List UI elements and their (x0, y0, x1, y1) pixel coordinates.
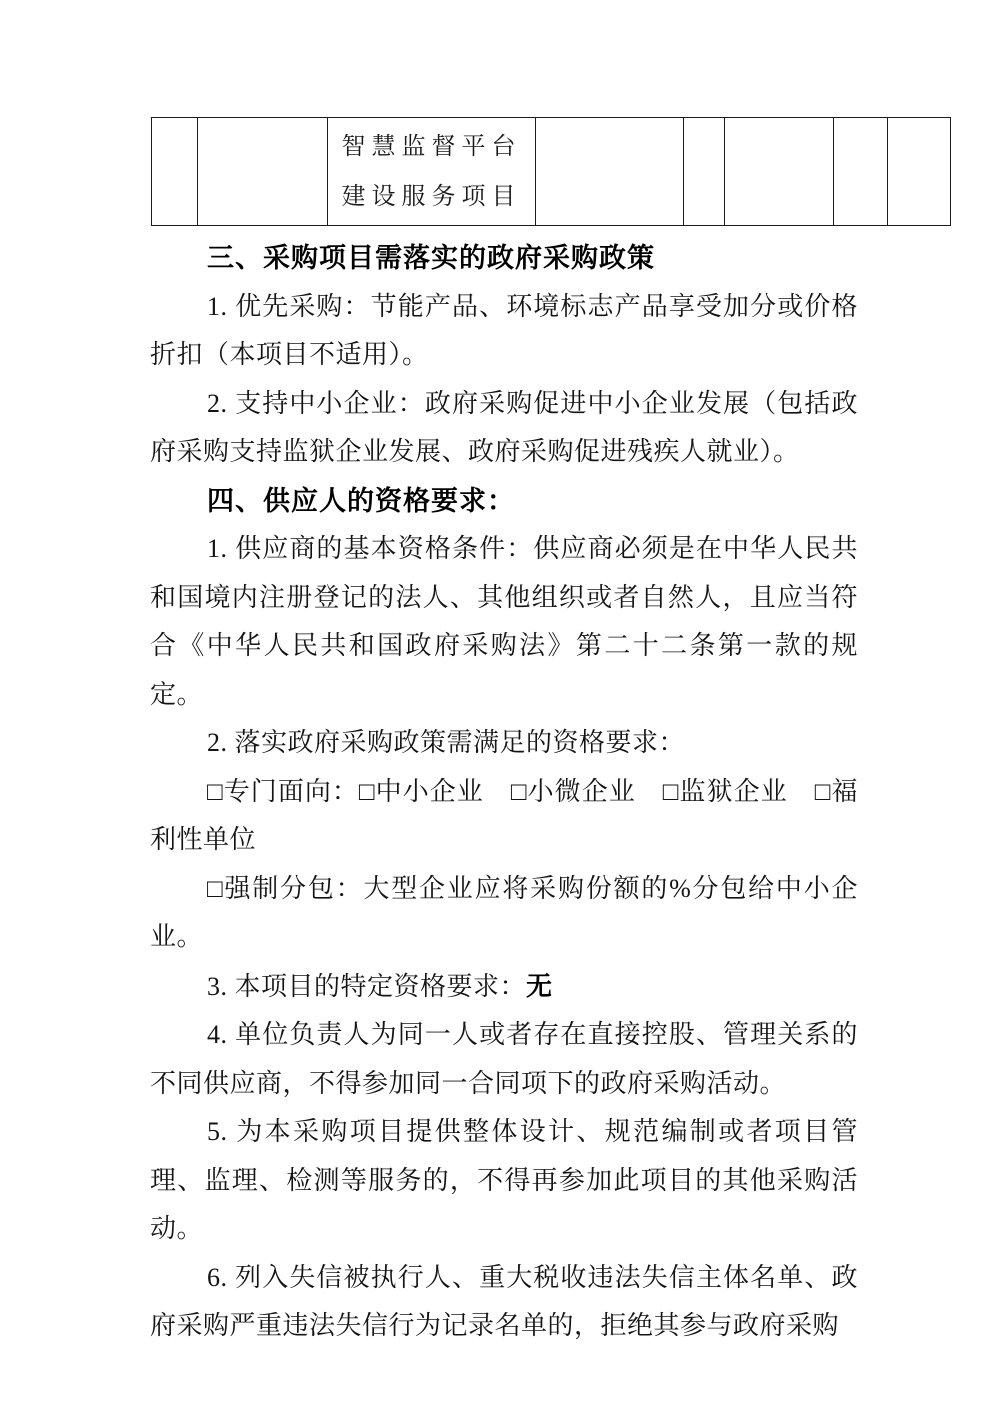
document-body (150, 234, 858, 1351)
checkbox-line-subcontract: □强制分包：大型企业应将采购份额的%分包给中小企业。 (150, 873, 858, 951)
table-row (152, 118, 951, 226)
table-cell-8 (888, 118, 951, 226)
project-name-line1: 智慧监督平台 (341, 133, 522, 160)
table-cell-4 (536, 118, 684, 226)
qualification-same-person: 4. 单位负责人为同一人或者存在直接控股、管理关系的不同供应商，不得参加同一合同项下的政府采购活动。 (150, 1020, 858, 1098)
table-cell-2 (198, 118, 328, 226)
policy-support-sme: 2. 支持中小企业：政府采购促进中小企业发展（包括政府采购支持监狱企业发展、政府采购促进残疾人就业）。 (150, 388, 858, 466)
qualification-policy: 2. 落实政府采购政策需满足的资格要求： (207, 728, 686, 757)
section3-heading: 三、采购项目需落实的政府采购政策 (207, 243, 655, 273)
procurement-items-table (151, 117, 951, 226)
table-cell-7 (834, 118, 888, 226)
policy-priority-purchase: 1. 优先采购：节能产品、环境标志产品享受加分或价格折扣（本项目不适用）。 (150, 291, 858, 369)
qualification-design-conflict: 5. 为本采购项目提供整体设计、规范编制或者项目管理、监理、检测等服务的，不得再参加此项目的其他采购活动。 (150, 1117, 858, 1243)
qualification-specific-label: 3. 本项目的特定资格要求： (207, 971, 527, 1001)
table-cell-5 (684, 118, 725, 226)
table-cell-6 (725, 118, 834, 226)
qualification-basic: 1. 供应商的基本资格条件：供应商必须是在中华人民共和国境内注册登记的法人、其他组织或者自然人，且应当符合《中华人民共和国政府采购法》第二十二条第一款的规定。 (150, 534, 858, 709)
qualification-specific-value: 无 (526, 970, 553, 1001)
section4-heading: 四、供应人的资格要求： (207, 485, 515, 516)
qualification-dishonest-list: 6. 列入失信被执行人、重大税收违法失信主体名单、政府采购严重违法失信行为记录名单的，拒绝其参与政府采购 (150, 1262, 858, 1340)
qualification-specific (150, 962, 858, 1012)
checkbox-line-dedicated: □专门面向：□中小企业 □小微企业 □监狱企业 □福利性单位 (150, 776, 858, 854)
project-name-cell (328, 118, 536, 226)
table-cell-index (152, 118, 198, 226)
project-name-line2: 建设服务项目 (341, 183, 522, 210)
